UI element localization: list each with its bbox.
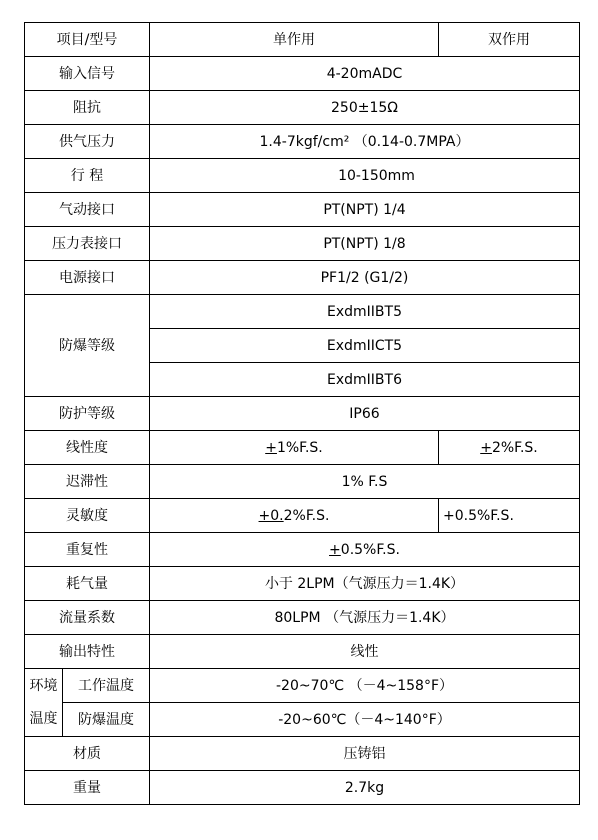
row-value-double xyxy=(439,431,580,465)
row-value: 线性 xyxy=(150,635,580,669)
table-row xyxy=(25,771,580,805)
table-row xyxy=(25,703,580,737)
environment-label-top: 环境 xyxy=(25,669,63,703)
row-value: 2.7kg xyxy=(150,771,580,805)
header-single-cell: 单作用 xyxy=(150,23,439,57)
row-label: 阻抗 xyxy=(25,91,150,125)
table-row xyxy=(25,57,580,91)
row-label: 重复性 xyxy=(25,533,150,567)
row-label: 电源接口 xyxy=(25,261,150,295)
row-value: 10-150mm xyxy=(150,159,580,193)
table-row xyxy=(25,91,580,125)
table-row xyxy=(25,601,580,635)
row-label: 重量 xyxy=(25,771,150,805)
row-label: 线性度 xyxy=(25,431,150,465)
table-header-row xyxy=(25,23,580,57)
explosion-temp-value: -20~60℃（－4~140°F） xyxy=(150,703,580,737)
plus-minus-sign: + xyxy=(480,439,492,456)
row-label: 材质 xyxy=(25,737,150,771)
row-value: 80LPM （气源压力＝1.4K） xyxy=(150,601,580,635)
row-value: 1% F.S xyxy=(150,465,580,499)
table-row xyxy=(25,431,580,465)
table-row xyxy=(25,159,580,193)
table-row xyxy=(25,533,580,567)
header-item-cell: 项目/型号 xyxy=(25,23,150,57)
header-double-cell: 双作用 xyxy=(439,23,580,57)
row-value: 小于 2LPM（气源压力＝1.4K） xyxy=(150,567,580,601)
table-row xyxy=(25,193,580,227)
spec-table xyxy=(24,22,580,805)
row-value: PT(NPT) 1/8 xyxy=(150,227,580,261)
table-row xyxy=(25,669,580,703)
row-label: 灵敏度 xyxy=(25,499,150,533)
table-row xyxy=(25,465,580,499)
row-label: 压力表接口 xyxy=(25,227,150,261)
value-text: 2%F.S. xyxy=(283,507,330,524)
table-row xyxy=(25,499,580,533)
row-value: 压铸铝 xyxy=(150,737,580,771)
row-label: 行 程 xyxy=(25,159,150,193)
row-value: ExdmIICT5 xyxy=(150,329,580,363)
table-row xyxy=(25,261,580,295)
row-label: 防爆等级 xyxy=(25,295,150,397)
table-row xyxy=(25,737,580,771)
explosion-temp-label: 防爆温度 xyxy=(63,703,150,737)
row-value: 1.4-7kgf/cm² （0.14-0.7MPA） xyxy=(150,125,580,159)
row-label: 供气压力 xyxy=(25,125,150,159)
row-label: 气动接口 xyxy=(25,193,150,227)
row-value xyxy=(150,533,580,567)
plus-minus-sign: + xyxy=(329,541,341,558)
row-label: 输入信号 xyxy=(25,57,150,91)
row-value: 250±15Ω xyxy=(150,91,580,125)
row-value: ExdmIIBT5 xyxy=(150,295,580,329)
table-row xyxy=(25,295,580,329)
value-text: 2%F.S. xyxy=(491,439,538,456)
row-label: 耗气量 xyxy=(25,567,150,601)
row-label: 流量系数 xyxy=(25,601,150,635)
environment-label-bottom: 温度 xyxy=(25,703,63,737)
row-label: 迟滞性 xyxy=(25,465,150,499)
table-row xyxy=(25,635,580,669)
working-temp-label: 工作温度 xyxy=(63,669,150,703)
row-value-single xyxy=(150,431,439,465)
working-temp-value: -20~70℃ （－4~158°F） xyxy=(150,669,580,703)
row-label: 输出特性 xyxy=(25,635,150,669)
table-row xyxy=(25,227,580,261)
row-value: PF1/2 (G1/2) xyxy=(150,261,580,295)
value-text: 0.5%F.S. xyxy=(340,541,400,558)
row-value: 4-20mADC xyxy=(150,57,580,91)
row-value-single xyxy=(150,499,439,533)
plus-minus-sign: +0. xyxy=(258,507,284,524)
table-row xyxy=(25,397,580,431)
table-row xyxy=(25,125,580,159)
plus-minus-sign: + xyxy=(265,439,277,456)
row-value: IP66 xyxy=(150,397,580,431)
row-value: PT(NPT) 1/4 xyxy=(150,193,580,227)
row-value: ExdmIIBT6 xyxy=(150,363,580,397)
row-value-double: +0.5%F.S. xyxy=(439,499,580,533)
value-text: 1%F.S. xyxy=(276,439,323,456)
table-row xyxy=(25,567,580,601)
row-label: 防护等级 xyxy=(25,397,150,431)
